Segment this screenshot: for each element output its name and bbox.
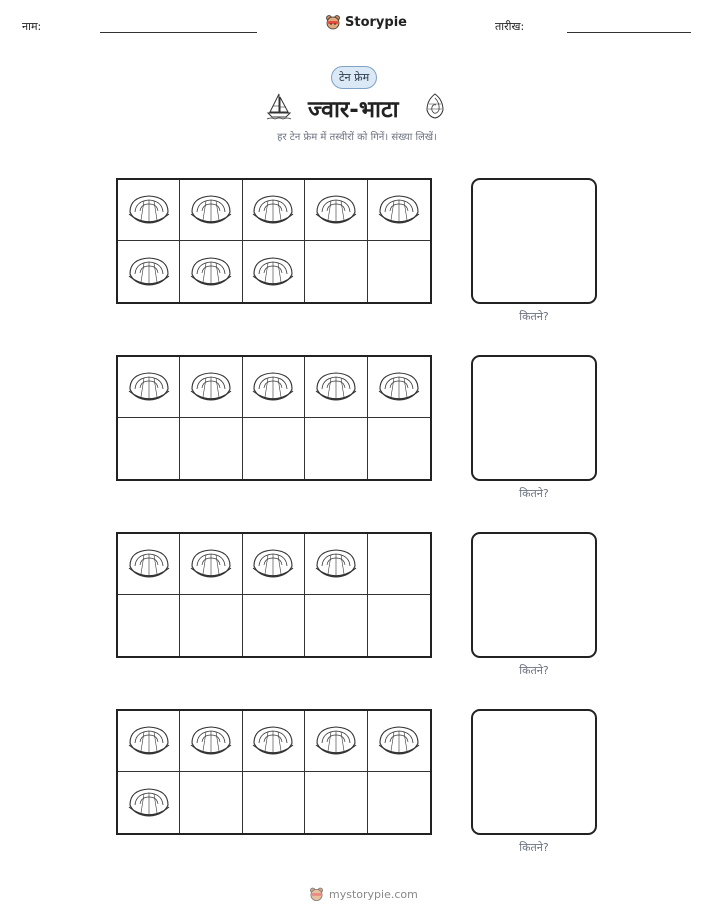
name-line[interactable] xyxy=(100,32,257,33)
ten-frame-cell xyxy=(305,534,367,595)
footer-site[interactable]: mystorypie.com xyxy=(329,888,418,901)
clam-shell-icon xyxy=(188,254,234,290)
ten-frame-cell xyxy=(180,711,242,772)
name-label: नाम: xyxy=(22,20,42,33)
clam-shell-icon xyxy=(126,254,172,290)
ten-frame-cell xyxy=(305,772,367,833)
date-label: तारीख: xyxy=(495,20,525,33)
ten-frame-cell xyxy=(243,711,305,772)
clam-shell-icon xyxy=(250,254,296,290)
worksheet-title: ज्वार-भाटा xyxy=(308,97,399,123)
ten-frame-cell xyxy=(305,711,367,772)
ten-frame-cell xyxy=(368,711,430,772)
sailboat-icon xyxy=(266,92,292,120)
ten-frame-cell xyxy=(118,772,180,833)
ten-frame-cell xyxy=(243,180,305,241)
clam-shell-icon xyxy=(376,192,422,228)
clam-shell-icon xyxy=(126,192,172,228)
answer-box[interactable] xyxy=(471,178,597,304)
ten-frame-cell xyxy=(118,418,180,479)
ten-frame-cell xyxy=(368,241,430,302)
clam-shell-icon xyxy=(376,723,422,759)
footer xyxy=(309,886,418,903)
ten-frame-cell xyxy=(118,534,180,595)
clam-shell-icon xyxy=(376,369,422,405)
ten-frame-cell xyxy=(243,534,305,595)
clam-shell-icon xyxy=(188,192,234,228)
ten-frame-cell xyxy=(243,772,305,833)
ten-frame-cell xyxy=(368,534,430,595)
clam-shell-icon xyxy=(126,546,172,582)
ten-frame xyxy=(116,532,432,658)
clam-shell-icon xyxy=(250,192,296,228)
ten-frame-cell xyxy=(243,241,305,302)
ten-frame xyxy=(116,709,432,835)
clam-shell-icon xyxy=(313,192,359,228)
clam-shell-icon xyxy=(126,723,172,759)
topic-pill: टेन फ्रेम xyxy=(331,66,377,89)
brand-name: Storypie xyxy=(345,15,407,30)
ten-frame-cell xyxy=(180,241,242,302)
clam-shell-icon xyxy=(313,369,359,405)
clam-shell-icon xyxy=(188,723,234,759)
ten-frame-cell xyxy=(305,180,367,241)
ten-frame-cell xyxy=(305,357,367,418)
ten-frame-cell xyxy=(118,595,180,656)
answer-label: कितने? xyxy=(519,487,549,500)
ten-frame-cell xyxy=(180,595,242,656)
clam-shell-icon xyxy=(126,785,172,821)
ten-frame xyxy=(116,178,432,304)
answer-label: कितने? xyxy=(519,664,549,677)
date-line[interactable] xyxy=(567,32,691,33)
instruction-text: हर टेन फ्रेम में तस्वीरों को गिनें। संख्या लिखें। xyxy=(277,132,437,143)
ten-frame-cell xyxy=(180,418,242,479)
clam-shell-icon xyxy=(313,546,359,582)
ten-frame-cell xyxy=(243,595,305,656)
answer-label: कितने? xyxy=(519,310,549,323)
ten-frame-cell xyxy=(368,595,430,656)
ten-frame-cell xyxy=(368,772,430,833)
answer-label: कितने? xyxy=(519,841,549,854)
ten-frame-cell xyxy=(118,357,180,418)
answer-box[interactable] xyxy=(471,532,597,658)
ten-frame-cell xyxy=(118,180,180,241)
brand-logo xyxy=(325,14,407,31)
storypie-mascot-icon xyxy=(325,14,341,31)
ten-frame-cell xyxy=(180,772,242,833)
ten-frame-cell xyxy=(180,357,242,418)
ten-frame-cell xyxy=(243,418,305,479)
answer-box[interactable] xyxy=(471,709,597,835)
clam-shell-icon xyxy=(250,369,296,405)
ten-frame-cell xyxy=(118,241,180,302)
ten-frame-cell xyxy=(243,357,305,418)
ten-frame-cell xyxy=(180,180,242,241)
ten-frame xyxy=(116,355,432,481)
seashell-icon xyxy=(423,92,447,120)
ten-frame-cell xyxy=(305,595,367,656)
storypie-mascot-icon xyxy=(309,886,324,903)
clam-shell-icon xyxy=(313,723,359,759)
ten-frame-cell xyxy=(368,357,430,418)
answer-box[interactable] xyxy=(471,355,597,481)
ten-frame-cell xyxy=(180,534,242,595)
clam-shell-icon xyxy=(188,369,234,405)
ten-frame-cell xyxy=(368,418,430,479)
clam-shell-icon xyxy=(250,723,296,759)
ten-frame-cell xyxy=(118,711,180,772)
clam-shell-icon xyxy=(250,546,296,582)
clam-shell-icon xyxy=(188,546,234,582)
ten-frame-cell xyxy=(305,241,367,302)
clam-shell-icon xyxy=(126,369,172,405)
ten-frame-cell xyxy=(368,180,430,241)
ten-frame-cell xyxy=(305,418,367,479)
